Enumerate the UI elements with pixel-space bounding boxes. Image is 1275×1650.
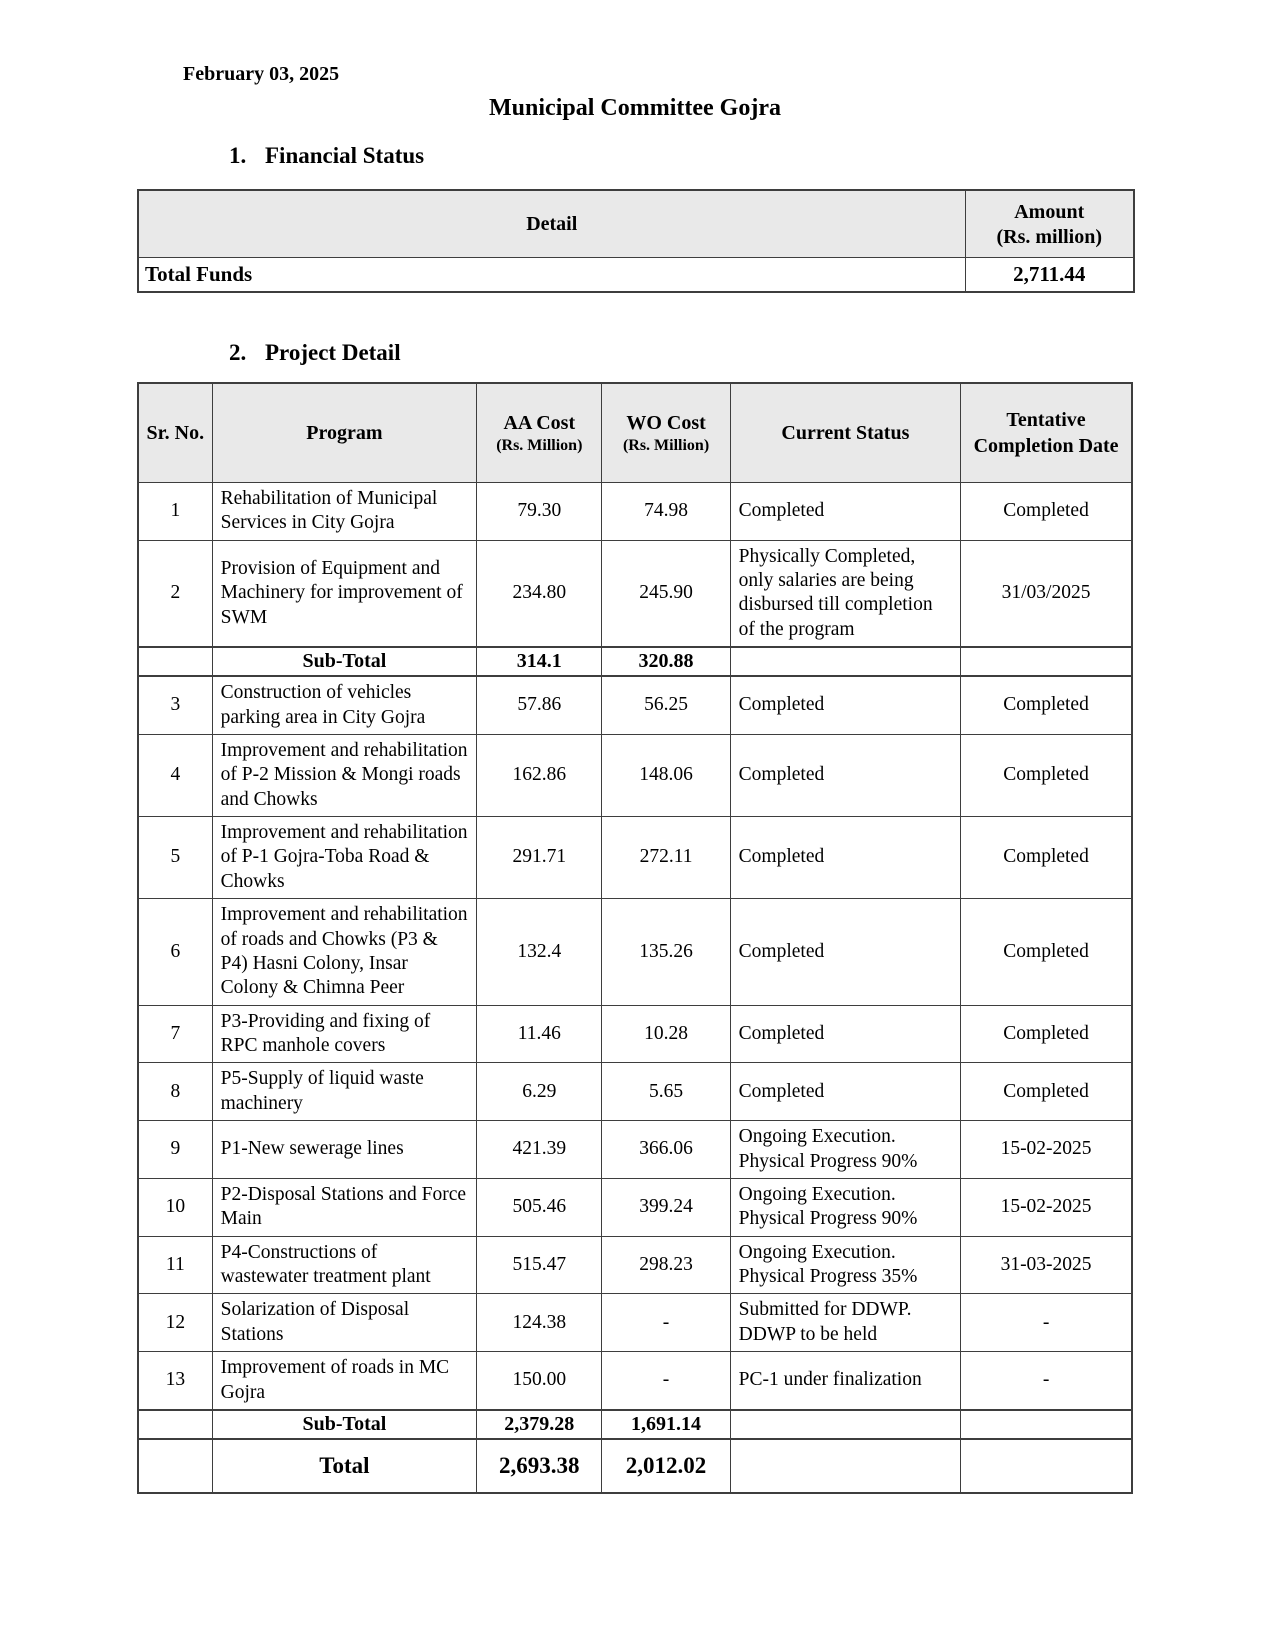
program-cell: Improvement and rehabilitation of roads and Chowks (P3 & P4) Hasni Colony, Insar Colony & Chimna Peer [212,899,477,1006]
aa-cost-cell: 11.46 [477,1005,602,1063]
program-cell: Rehabilitation of Municipal Services in City Gojra [212,482,477,540]
subtotal-label-cell: Sub-Total [212,1410,477,1439]
program-cell: Provision of Equipment and Machinery for improvement of SWM [212,540,477,647]
document-date: February 03, 2025 [183,63,340,85]
column-header-sr-no: Sr. No. [138,383,212,483]
column-header-amount-line2: (Rs. million) [996,226,1103,249]
program-cell: P2-Disposal Stations and Force Main [212,1178,477,1236]
aa-cost-cell: 234.80 [477,540,602,647]
column-header-current-status: Current Status [730,383,960,483]
completion-date-cell: 31-03-2025 [961,1236,1132,1294]
project-row-9 [138,1121,1132,1179]
completion-date-cell: Completed [961,482,1132,540]
subtotal-row [138,1410,1132,1439]
serial-cell: 8 [138,1063,212,1121]
wo-cost-cell: 148.06 [602,734,730,816]
subtotal-row [138,647,1132,676]
wo-cost-cell: 298.23 [602,1236,730,1294]
section-number: 1. [229,142,247,168]
project-detail-table [137,382,1133,1494]
column-header-amount-line1: Amount [1014,201,1085,224]
column-header-aa-cost-unit: (Rs. Million) [496,437,583,455]
status-cell-empty [730,647,960,676]
financial-amount-cell: 2,711.44 [965,258,1134,293]
aa-cost-cell: 79.30 [477,482,602,540]
program-cell: Solarization of Disposal Stations [212,1294,477,1352]
section-number: 2. [229,340,247,366]
serial-cell: 12 [138,1294,212,1352]
project-row-13 [138,1352,1132,1410]
completion-date-cell: Completed [961,676,1132,734]
wo-cost-cell: - [602,1294,730,1352]
program-cell: Improvement and rehabilitation of P-1 Gojra-Toba Road & Chowks [212,817,477,899]
wo-cost-cell: 135.26 [602,899,730,1006]
subtotal-aa-cost-cell: 314.1 [477,647,602,676]
status-cell: Completed [730,676,960,734]
completion-date-cell: - [961,1294,1132,1352]
serial-cell: 3 [138,676,212,734]
page-title: Municipal Committee Gojra [489,95,781,121]
subtotal-wo-cost-cell: 320.88 [602,647,730,676]
serial-cell-empty [138,1439,212,1493]
wo-cost-cell: 5.65 [602,1063,730,1121]
wo-cost-cell: 366.06 [602,1121,730,1179]
status-cell: Completed [730,817,960,899]
project-row-7 [138,1005,1132,1063]
status-cell: Submitted for DDWP. DDWP to be held [730,1294,960,1352]
wo-cost-cell: 245.90 [602,540,730,647]
financial-header-row [138,190,1134,258]
total-aa-cost-cell: 2,693.38 [477,1439,602,1493]
completion-date-cell: Completed [961,817,1132,899]
total-wo-cost-cell: 2,012.02 [602,1439,730,1493]
completion-date-cell-empty [961,1410,1132,1439]
program-cell: P3-Providing and fixing of RPC manhole covers [212,1005,477,1063]
status-cell: Ongoing Execution. Physical Progress 90% [730,1121,960,1179]
serial-cell: 11 [138,1236,212,1294]
wo-cost-cell: 399.24 [602,1178,730,1236]
status-cell: Completed [730,482,960,540]
completion-date-cell: - [961,1352,1132,1410]
aa-cost-cell: 132.4 [477,899,602,1006]
section-heading-financial-status [229,142,1133,170]
subtotal-label-cell: Sub-Total [212,647,477,676]
completion-date-cell: Completed [961,1063,1132,1121]
wo-cost-cell: 10.28 [602,1005,730,1063]
completion-date-cell: 31/03/2025 [961,540,1132,647]
project-row-8 [138,1063,1132,1121]
status-cell: PC-1 under finalization [730,1352,960,1410]
serial-cell: 7 [138,1005,212,1063]
status-cell: Physically Completed, only salaries are being disbursed till completion of the program [730,540,960,647]
wo-cost-cell: 56.25 [602,676,730,734]
status-cell: Completed [730,1005,960,1063]
section-heading-project-detail [229,339,1133,367]
aa-cost-cell: 150.00 [477,1352,602,1410]
serial-cell: 9 [138,1121,212,1179]
serial-cell: 6 [138,899,212,1006]
program-cell: Improvement and rehabilitation of P-2 Mission & Mongi roads and Chowks [212,734,477,816]
status-cell: Completed [730,899,960,1006]
status-cell-empty [730,1439,960,1493]
project-detail-body [138,482,1132,1493]
project-row-3 [138,676,1132,734]
column-header-aa-cost [477,383,602,483]
financial-row [138,258,1134,293]
completion-date-cell-empty [961,647,1132,676]
serial-cell-empty [138,647,212,676]
status-cell: Completed [730,1063,960,1121]
status-cell: Ongoing Execution. Physical Progress 35% [730,1236,960,1294]
aa-cost-cell: 124.38 [477,1294,602,1352]
program-cell: P5-Supply of liquid waste machinery [212,1063,477,1121]
project-row-4 [138,734,1132,816]
aa-cost-cell: 505.46 [477,1178,602,1236]
project-row-11 [138,1236,1132,1294]
status-cell: Ongoing Execution. Physical Progress 90% [730,1178,960,1236]
section-label: Project Detail [265,340,401,366]
serial-cell: 4 [138,734,212,816]
completion-date-cell: Completed [961,899,1132,1006]
financial-status-table [137,189,1135,293]
financial-detail-cell: Total Funds [138,258,965,293]
subtotal-wo-cost-cell: 1,691.14 [602,1410,730,1439]
wo-cost-cell: - [602,1352,730,1410]
total-label-cell: Total [212,1439,477,1493]
completion-date-cell: Completed [961,734,1132,816]
completion-date-cell-empty [961,1439,1132,1493]
completion-date-cell: Completed [961,1005,1132,1063]
program-cell: Improvement of roads in MC Gojra [212,1352,477,1410]
completion-date-cell: 15-02-2025 [961,1121,1132,1179]
column-header-aa-cost-label: AA Cost [503,412,576,435]
project-row-12 [138,1294,1132,1352]
aa-cost-cell: 421.39 [477,1121,602,1179]
program-cell: Construction of vehicles parking area in City Gojra [212,676,477,734]
wo-cost-cell: 74.98 [602,482,730,540]
status-cell-empty [730,1410,960,1439]
serial-cell: 10 [138,1178,212,1236]
project-header-row [138,383,1132,483]
serial-cell: 1 [138,482,212,540]
column-header-amount [965,190,1134,258]
column-header-detail: Detail [138,190,965,258]
project-row-6 [138,899,1132,1006]
column-header-wo-cost [602,383,730,483]
project-row-1 [138,482,1132,540]
column-header-wo-cost-unit: (Rs. Million) [622,437,710,455]
aa-cost-cell: 57.86 [477,676,602,734]
serial-cell: 13 [138,1352,212,1410]
completion-date-cell: 15-02-2025 [961,1178,1132,1236]
total-row [138,1439,1132,1493]
aa-cost-cell: 291.71 [477,817,602,899]
aa-cost-cell: 162.86 [477,734,602,816]
program-cell: P4-Constructions of wastewater treatment plant [212,1236,477,1294]
subtotal-aa-cost-cell: 2,379.28 [477,1410,602,1439]
column-header-completion-date: Tentative Completion Date [961,383,1132,483]
wo-cost-cell: 272.11 [602,817,730,899]
project-row-2 [138,540,1132,647]
serial-cell: 5 [138,817,212,899]
column-header-program: Program [212,383,477,483]
financial-status-body [138,258,1134,293]
project-row-5 [138,817,1132,899]
project-row-10 [138,1178,1132,1236]
column-header-wo-cost-label: WO Cost [626,412,706,435]
program-cell: P1-New sewerage lines [212,1121,477,1179]
serial-cell: 2 [138,540,212,647]
aa-cost-cell: 6.29 [477,1063,602,1121]
aa-cost-cell: 515.47 [477,1236,602,1294]
section-label: Financial Status [265,142,425,168]
status-cell: Completed [730,734,960,816]
serial-cell-empty [138,1410,212,1439]
